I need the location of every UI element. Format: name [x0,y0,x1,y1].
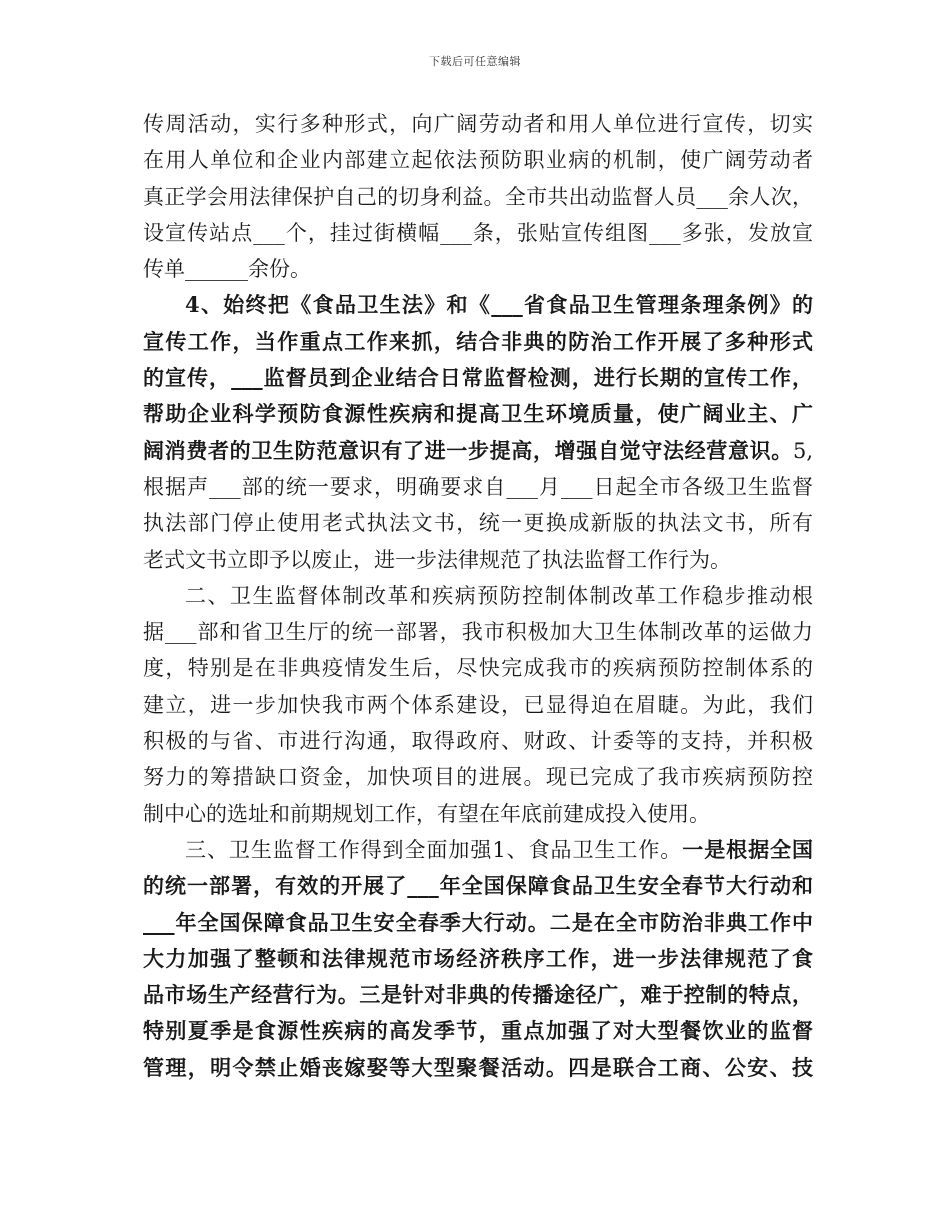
document-body [143,106,813,1086]
body-line-bold: 的统一部署，有效的开展了___年全国保障食品卫生安全春节大行动和 [143,873,813,899]
body-line: 努力的筹措缺口资金，加快项目的进展。现已完成了我市疾病预防控 [143,765,813,790]
body-line-bold: 的宣传，___监督员到企业结合日常监督检测，进行长期的宣传工作， [143,365,813,391]
body-line-bold: 4、始终把《食品卫生法》和《___省食品卫生管理条理条例》的 [185,292,813,318]
body-line: 积极的与省、市进行沟通，取得政府、财政、计委等的支持，并积极 [143,729,813,754]
section-heading-line: 二、卫生监督体制改革和疾病预防控制体制改革工作稳步推动根 [185,583,813,608]
body-line-bold: ___年全国保障食品卫生安全春季大行动。二是在全市防治非典工作中 [143,909,813,935]
body-line-bold: 大力加强了整顿和法律规范市场经济秩序工作，进一步法律规范了食 [143,945,813,971]
section-heading-line: 三、卫生监督工作得到全面加强1、食品卫生工作。一是根据全国 [185,836,814,862]
body-line: 根据声___部的统一要求，明确要求自___月___日起全市各级卫生监督 [143,474,813,499]
body-line: 在用人单位和企业内部建立起依法预防职业病的机制，使广阔劳动者 [143,148,813,173]
page-header: 下载后可任意编辑 [429,55,521,68]
body-line: 制中心的选址和前期规划工作，有望在年底前建成投入使用。 [143,801,710,826]
body-line: 建立，进一步加快我市两个体系建设，已显得迫在眉睫。为此，我们 [143,692,813,717]
body-line: 传周活动，实行多种形式，向广阔劳动者和用人单位进行宣传，切实 [143,112,813,136]
body-line-bold: 管理，明令禁止婚丧嫁娶等大型聚餐活动。四是联合工商、公安、技 [143,1054,813,1080]
body-line-bold: 宣传工作，当作重点工作来抓，结合非典的防治工作开展了多种形式 [143,328,813,354]
body-line: 设宣传站点___个，挂过街横幅___条，张贴宣传组图___多张，发放宣 [143,220,813,245]
body-line: 据___部和省卫生厅的统一部署，我市积极加大卫生体制改革的运做力 [143,620,813,645]
body-line-bold: 帮助企业科学预防食源性疾病和提高卫生环境质量，使广阔业主、广 [143,401,813,427]
body-line: 度，特别是在非典疫情发生后，尽快完成我市的疾病预防控制体系的 [143,656,813,681]
body-line: 真正学会用法律保护自己的切身利益。全市共出动监督人员___余人次， [143,184,813,209]
body-line: 执法部门停止使用老式执法文书，统一更换成新版的执法文书，所有 [143,511,813,536]
body-line-mixed: 阔消费者的卫生防范意识有了进一步提高，增强自觉守法经营意识。5, [143,437,813,463]
body-line: 老式文书立即予以废止，进一步法律规范了执法监督工作行为。 [143,547,731,572]
body-line: 传单______余份。 [143,257,311,282]
body-line-bold: 特别夏季是食源性疾病的高发季节，重点加强了对大型餐饮业的监督 [143,1018,813,1044]
body-line-bold: 品市场生产经营行为。三是针对非典的传播途径广，难于控制的特点， [143,982,813,1008]
